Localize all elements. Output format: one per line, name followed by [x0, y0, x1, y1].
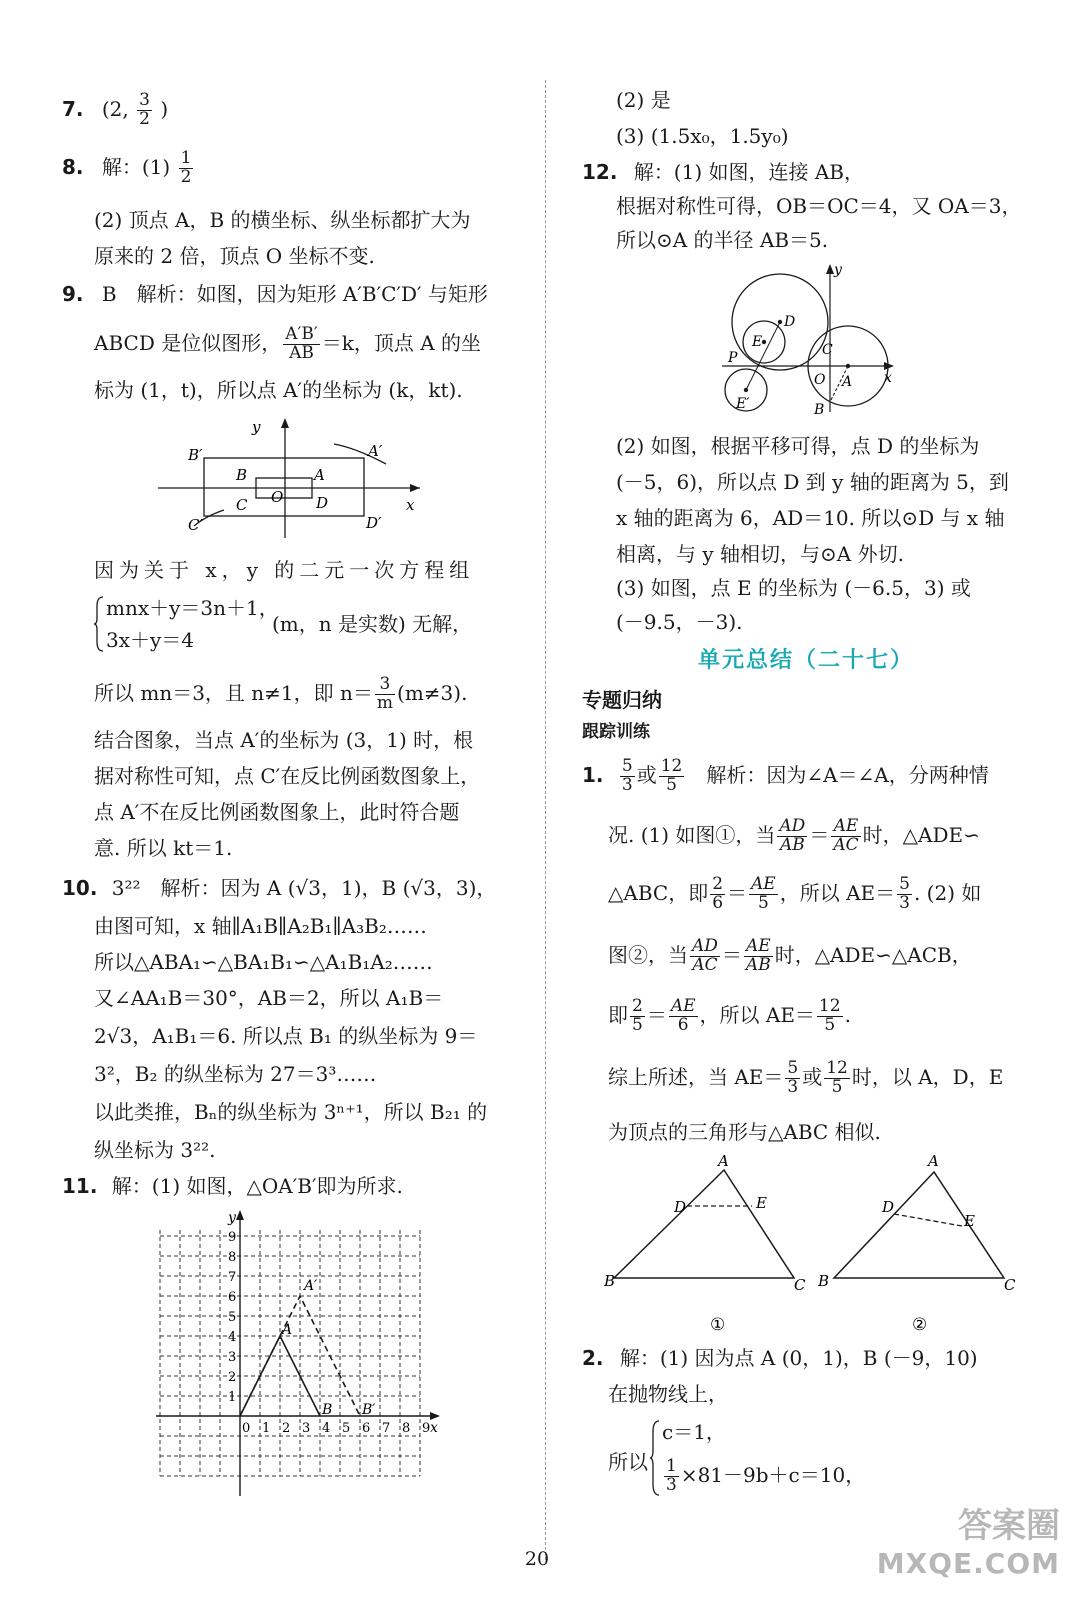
watermark-line2: MXQE.COM — [876, 1547, 1060, 1580]
q12-line7: 相离，与 y 轴相切，与⊙A 外切. — [616, 542, 904, 566]
q11-x-tick: 4 — [322, 1421, 331, 1436]
q9-eq1: mnx＋y＝3n＋1， — [106, 596, 279, 620]
q9-text1: B 解析：如图，因为矩形 A′B′C′D′ 与矩形 — [101, 282, 488, 306]
q11-x-label: x — [430, 1420, 438, 1436]
q7-fraction: $\frac{3}{2}$ — [139, 90, 150, 129]
q11-x-tick: 0 — [242, 1421, 251, 1436]
q12-line9: (－9.5，－3). — [616, 610, 743, 634]
p1-line2: 况. (1) 如图①，当 $\frac{AD}{AB}$ ＝ $\frac{AE}{AC}$ 时，△ADE∽ — [608, 816, 980, 855]
q11-y-tick: 2 — [228, 1370, 237, 1385]
training-heading: 跟踪训练 — [582, 722, 650, 742]
q8-text: 解：(1) — [101, 154, 171, 179]
q12-circles-figure — [722, 262, 922, 422]
q11-label-A: A — [282, 1322, 293, 1338]
q8-number: 8. — [62, 154, 84, 179]
fig1-label-B: B — [604, 1272, 616, 1290]
q11-label-B: B — [322, 1402, 333, 1418]
q9-line3: 标为 (1，t)，所以点 A′的坐标为 (k，kt). — [94, 378, 463, 402]
q12-label-E: E — [752, 334, 763, 350]
q9-label-O: O — [271, 488, 284, 506]
q11-x-tick: 1 — [262, 1421, 271, 1436]
q12-x-label: x — [884, 370, 892, 386]
q11-label-Ap: A′ — [304, 1278, 318, 1294]
q8-line1 — [62, 150, 195, 187]
watermark-logo — [877, 1498, 1060, 1580]
q9-number: 9. — [62, 282, 84, 306]
q10-line2: 由图可知，x 轴∥A₁B∥A₂B₁∥A₃B₂…… — [94, 914, 427, 938]
q11-y-tick: 3 — [228, 1350, 237, 1365]
p1-line5: 即 $\frac{2}{5}$ ＝ $\frac{AE}{6}$ ，所以 AE＝ $\frac{12}{5}$ . — [608, 996, 851, 1035]
q9-label-Bp: B′ — [188, 446, 203, 464]
q12-label-D: D — [784, 314, 796, 330]
q9-system — [94, 596, 514, 654]
q9-label-Dp: D′ — [366, 514, 382, 532]
p1-line1: 1. $\frac{5}{3}$ 或 $\frac{12}{5}$ 解析：因为∠A＝∠A，分两种情 — [582, 756, 989, 795]
fig2-label-A: A — [928, 1152, 939, 1170]
q12-y-label: y — [834, 262, 842, 278]
q9-line8: 点 A′不在反比例函数图象上，此时符合题 — [94, 800, 460, 824]
q11-label-Bp: B′ — [362, 1402, 376, 1418]
unit-summary-heading: 单元总结（二十七） — [697, 648, 914, 673]
q12-number: 12. — [582, 160, 618, 184]
q9-label-Ap: A′ — [368, 442, 383, 460]
q11-y-label: y — [228, 1210, 236, 1226]
p2-number: 2. — [582, 1346, 604, 1370]
fig1-caption: ① — [710, 1315, 726, 1335]
q9-eq2: 3x＋y＝4 — [106, 628, 195, 652]
q12-label-P: P — [728, 350, 738, 366]
q11-part2: (2) 是 — [616, 88, 671, 112]
fig1-label-A: A — [718, 1152, 729, 1170]
q12-label-C: C — [822, 342, 833, 358]
q11-grid-figure — [156, 1206, 446, 1498]
q11-y-tick: 1 — [228, 1390, 237, 1405]
q11-line1 — [62, 1176, 403, 1196]
q12-line3: 所以⊙A 的半径 AB＝5. — [616, 228, 829, 252]
p1-line6: 综上所述，当 AE＝ $\frac{5}{3}$ 或 $\frac{12}{5}$ 时，以 A，D，E — [608, 1058, 1004, 1097]
q11-x-tick: 9 — [422, 1421, 431, 1436]
p2-line2: 在抛物线上， — [608, 1382, 728, 1406]
fig2-label-E: E — [964, 1212, 975, 1230]
p2-eq2: $\frac{1}{3}$ ×81－9b＋c＝10， — [666, 1456, 866, 1495]
q11-number: 11. — [62, 1174, 98, 1198]
q12-line2: 根据对称性可得，OB＝OC＝4，又 OA＝3， — [616, 194, 1022, 218]
fig2-label-C: C — [1004, 1276, 1016, 1294]
p2-line1 — [582, 1348, 978, 1368]
q12-line4: (2) 如图，根据平移可得，点 D 的坐标为 — [616, 434, 980, 458]
q12-line8: (3) 如图，点 E 的坐标为 (－6.5，3) 或 — [616, 576, 971, 600]
q12-label-A: A — [842, 374, 853, 390]
fig1-label-E: E — [756, 1194, 767, 1212]
page-number: 20 — [524, 1548, 550, 1570]
q10-line4: 又∠AA₁B＝30°，AB＝2，所以 A₁B＝ — [94, 986, 444, 1010]
q9-line7: 据对称性可知，点 C′在反比例函数图象上， — [94, 764, 481, 788]
q12-label-B: B — [814, 402, 825, 418]
q12-line1 — [582, 162, 864, 182]
p2-so: 所以 — [608, 1450, 648, 1474]
q10-line1 — [62, 878, 496, 898]
q8-fraction: $\frac{1}{2}$ — [180, 148, 192, 187]
q7-number: 7. — [62, 96, 84, 121]
q9-figure — [158, 410, 498, 540]
q9-y-label: y — [252, 418, 261, 436]
q10-line3: 所以△ABA₁∽△BA₁B₁∽△A₁B₁A₂…… — [94, 950, 433, 974]
p2-system — [608, 1416, 1028, 1506]
p1-line4: 图②，当 $\frac{AD}{AC}$ ＝ $\frac{AE}{AB}$ 时，△ADE∽△ACB， — [608, 936, 972, 975]
fig1-label-C: C — [794, 1276, 806, 1294]
q9-label-B: B — [236, 466, 248, 484]
q10-line6: 3²，B₂ 的纵坐标为 27＝3³…… — [94, 1062, 377, 1086]
q10-line5: 2√3，A₁B₁＝6. 所以点 B₁ 的纵坐标为 9＝ — [94, 1024, 478, 1048]
q7-open: (2, — [101, 96, 129, 121]
p1-number: 1. — [582, 762, 604, 787]
q8-line3: 原来的 2 倍，顶点 O 坐标不变. — [94, 244, 375, 268]
q11-y-tick: 5 — [228, 1310, 237, 1325]
q9-label-A: A — [314, 466, 325, 484]
q12-line6: x 轴的距离为 6，AD＝10. 所以⊙D 与 x 轴 — [616, 506, 1005, 530]
fig2-label-D: D — [882, 1198, 895, 1216]
q11-y-tick: 7 — [228, 1270, 237, 1285]
q10-line8: 纵坐标为 3²². — [94, 1138, 216, 1162]
q12-label-Ep: E′ — [736, 396, 750, 412]
p1-line3: △ABC，即 $\frac{2}{6}$ ＝ $\frac{AE}{5}$ ，所以 AE＝ $\frac{5}{3}$ . (2) 如 — [608, 874, 982, 913]
q12-label-O: O — [814, 372, 826, 388]
q9-line1 — [62, 284, 488, 304]
q9-label-D: D — [316, 494, 329, 512]
column-divider — [545, 80, 546, 1560]
watermark-line1: 答案圈 — [958, 1506, 1060, 1546]
q11-x-tick: 6 — [362, 1421, 371, 1436]
q10-text1: 3²² 解析：因为 A (√3，1)，B (√3，3)， — [111, 876, 497, 900]
q9-line6: 结合图象，当点 A′的坐标为 (3，1) 时，根 — [94, 728, 474, 752]
q7 — [62, 92, 168, 129]
q9-x-label: x — [406, 496, 415, 514]
q9-line9: 意. 所以 kt＝1. — [94, 836, 233, 860]
q9-line5: 所以 mn＝3，且 n≠1，即 n＝ $\frac{3}{m}$ (m≠3). — [94, 674, 468, 713]
fig1-label-D: D — [674, 1198, 687, 1216]
q11-x-tick: 3 — [302, 1421, 311, 1436]
q9-label-C: C — [236, 496, 248, 514]
q11-y-tick: 8 — [228, 1250, 237, 1265]
q8-line2: (2) 顶点 A，B 的横坐标、纵坐标都扩大为 — [94, 208, 471, 232]
q11-x-tick: 2 — [282, 1421, 291, 1436]
q9-line2: ABCD 是位似图形， $\frac{A'B'}{AB}$ ＝k，顶点 A 的坐 — [94, 324, 481, 363]
q9-eq-note: (m，n 是实数) 无解， — [272, 612, 473, 636]
fig2-caption: ② — [912, 1315, 928, 1335]
p1-line7: 为顶点的三角形与△ABC 相似. — [608, 1120, 881, 1144]
p2-text1: 解：(1) 因为点 A (0，1)，B (－9，10) — [619, 1346, 978, 1370]
p1-triangle-figures — [604, 1150, 1034, 1340]
q11-x-tick: 8 — [402, 1421, 411, 1436]
fig2-label-B: B — [818, 1272, 830, 1290]
q12-text1: 解：(1) 如图，连接 AB， — [633, 160, 864, 184]
q7-close: ) — [160, 96, 169, 121]
q11-x-tick: 7 — [382, 1421, 391, 1436]
q9-line4: 因为关于 x，y 的二元一次方程组 — [94, 558, 475, 582]
q11-y-tick: 9 — [228, 1230, 237, 1245]
q12-line5: (－5，6)，所以点 D 到 y 轴的距离为 5，到 — [616, 470, 1009, 494]
q10-number: 10. — [62, 876, 98, 900]
q11-y-tick: 6 — [228, 1290, 237, 1305]
q11-part3: (3) (1.5x₀，1.5y₀) — [616, 124, 789, 148]
p2-eq1: c＝1， — [662, 1420, 726, 1444]
topic-heading: 专题归纳 — [582, 688, 662, 712]
q11-text1: 解：(1) 如图，△OA′B′即为所求. — [111, 1174, 403, 1198]
q11-x-tick: 5 — [342, 1421, 351, 1436]
q10-line7: 以此类推，Bₙ的纵坐标为 3ⁿ⁺¹，所以 B₂₁ 的 — [94, 1100, 488, 1124]
q11-y-tick: 4 — [228, 1330, 237, 1345]
q9-label-Cp: C′ — [188, 516, 203, 534]
